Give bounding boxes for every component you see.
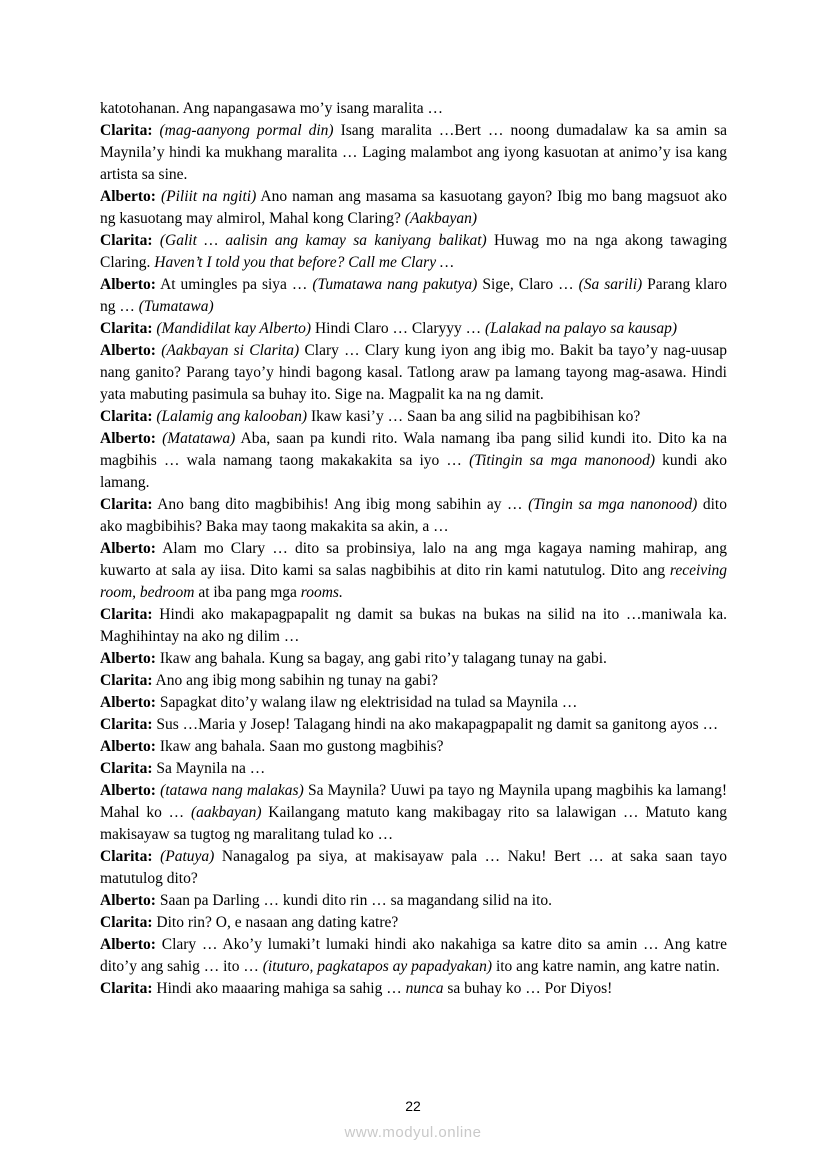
- dialogue-line: [100, 406, 727, 428]
- stage-direction: (Matatawa): [162, 430, 236, 447]
- stage-direction: nunca: [405, 980, 444, 997]
- speaker-name: Alberto:: [100, 430, 156, 447]
- dialogue-text: Dito rin? O, e nasaan ang dating katre?: [156, 914, 399, 931]
- dialogue-text: katotohanan. Ang napangasawa mo’y isang maralita …: [100, 100, 444, 117]
- script-body: [100, 98, 727, 1000]
- speaker-name: Alberto:: [100, 276, 156, 293]
- dialogue-line: [100, 934, 727, 978]
- stage-direction: (aakbayan): [190, 804, 262, 821]
- dialogue-text: ito ang katre namin, ang katre natin.: [492, 958, 720, 975]
- dialogue-line: [100, 648, 727, 670]
- stage-direction: (Patuya): [160, 848, 215, 865]
- speaker-name: Alberto:: [100, 650, 156, 667]
- speaker-name: Clarita:: [100, 232, 153, 249]
- dialogue-line: [100, 274, 727, 318]
- stage-direction: (Galit … aalisin ang kamay sa kaniyang balikat): [159, 232, 487, 249]
- dialogue-text: Saan pa Darling … kundi dito rin … sa magandang silid na ito.: [159, 892, 552, 909]
- dialogue-text: Sige, Claro …: [477, 276, 579, 293]
- dialogue-line: [100, 780, 727, 846]
- dialogue-line: [100, 736, 727, 758]
- speaker-name: Clarita:: [100, 672, 153, 689]
- dialogue-text: Huwag mo na nga akong tawaging Claring.: [100, 232, 727, 271]
- speaker-name: Alberto:: [100, 342, 156, 359]
- dialogue-text: Parang klaro ng …: [100, 276, 728, 315]
- dialogue-text: Clary … Ako’y lumaki’t lumaki hindi ako nakahiga sa katre dito sa amin … Ang katre dito’y ang sahig … ito …: [100, 936, 727, 975]
- dialogue-text: Isang maralita …Bert … noong dumadalaw ka sa amin sa Maynila’y hindi ka mukhang maralita … Laging malambot ang iyong kasuotan at animo’y isa kang artista sa sine.: [100, 122, 727, 183]
- stage-direction: (Sa sarili): [578, 276, 643, 293]
- dialogue-text: Sapagkat dito’y walang ilaw ng elektrisidad na tulad sa Maynila …: [159, 694, 578, 711]
- dialogue-line: [100, 120, 727, 186]
- dialogue-line: [100, 978, 727, 1000]
- speaker-name: Alberto:: [100, 936, 156, 953]
- speaker-name: Alberto:: [100, 782, 156, 799]
- stage-direction: receiving room, bedroom: [100, 562, 727, 601]
- dialogue-text: At umingles pa siya …: [160, 276, 313, 293]
- dialogue-line: [100, 758, 727, 780]
- speaker-name: Clarita:: [100, 320, 153, 337]
- dialogue-text: Nanagalog pa siya, at makisayaw pala … Naku! Bert … at saka saan tayo matutulog dito?: [100, 848, 728, 887]
- speaker-name: Clarita:: [100, 716, 153, 733]
- speaker-name: Alberto:: [100, 694, 156, 711]
- dialogue-line: [100, 186, 727, 230]
- dialogue-text: Sa Maynila na …: [156, 760, 266, 777]
- dialogue-line: [100, 692, 727, 714]
- stage-direction: (Lalakad na palayo sa kausap): [485, 320, 678, 337]
- dialogue-line: [100, 846, 727, 890]
- speaker-name: Clarita:: [100, 408, 153, 425]
- stage-direction: (mag-aanyong pormal din): [159, 122, 334, 139]
- dialogue-text: Ano naman ang masama sa kasuotang gayon? Ibig mo bang magsuot ako ng kasuotang may almirol, Mahal kong Claring?: [100, 188, 727, 227]
- dialogue-line: [100, 230, 727, 274]
- dialogue-text: Sa Maynila? Uuwi pa tayo ng Maynila upang magbihis ka lamang! Mahal ko …: [100, 782, 728, 821]
- stage-direction: (Tingin sa mga nanonood): [528, 496, 698, 513]
- dialogue-text: Aba, saan pa kundi rito. Wala namang iba pang silid kundi ito. Dito ka na magbihis … wala namang taong makakakita sa iyo …: [100, 430, 728, 469]
- dialogue-line: [100, 494, 727, 538]
- speaker-name: Clarita:: [100, 980, 153, 997]
- dialogue-text: Ikaw ang bahala. Kung sa bagay, ang gabi rito’y talagang tunay na gabi.: [159, 650, 607, 667]
- speaker-name: Clarita:: [100, 496, 153, 513]
- dialogue-text: Hindi ako maaaring mahiga sa sahig …: [156, 980, 406, 997]
- dialogue-text: kundi ako lamang.: [100, 452, 728, 491]
- speaker-name: Alberto:: [100, 892, 156, 909]
- stage-direction: (Piliit na ngiti): [160, 188, 257, 205]
- stage-direction: (ituturo, pagkatapos ay papadyakan): [262, 958, 493, 975]
- dialogue-line: [100, 538, 727, 604]
- dialogue-text: Kailangang matuto kang makibagay rito sa lalawigan … Matuto kang makisayaw sa tugtog ng maralitang tulad ko …: [100, 804, 728, 843]
- dialogue-text: Ano bang dito magbibihis! Ang ibig mong sabihin ay …: [157, 496, 529, 513]
- dialogue-line: [100, 912, 727, 934]
- dialogue-text: Ano ang ibig mong sabihin ng tunay na gabi?: [155, 672, 438, 689]
- dialogue-text: Hindi Claro … Claryyy …: [311, 320, 486, 337]
- dialogue-line: [100, 670, 727, 692]
- dialogue-text: Alam mo Clary … dito sa probinsiya, lalo na ang mga kagaya naming mahirap, ang kuwarto at sala ay iisa. Dito kami sa salas nagbibihis at dito rin kami natutulog. Dito ang: [100, 540, 727, 579]
- dialogue-line: [100, 890, 727, 912]
- dialogue-line: [100, 714, 727, 736]
- stage-direction: (Mandidilat kay Alberto): [156, 320, 312, 337]
- dialogue-line: [100, 428, 727, 494]
- stage-direction: Haven’t I told you that before? Call me Clary …: [154, 254, 454, 271]
- dialogue-text: Sus …Maria y Josep! Talagang hindi na ako makapagpapalit ng damit sa ganitong ayos …: [156, 716, 719, 733]
- speaker-name: Clarita:: [100, 606, 153, 623]
- dialogue-line: [100, 604, 727, 648]
- stage-direction: (Aakbayan): [404, 210, 478, 227]
- speaker-name: Clarita:: [100, 122, 153, 139]
- dialogue-text: Ikaw kasi’y … Saan ba ang silid na pagbibihisan ko?: [307, 408, 641, 425]
- speaker-name: Clarita:: [100, 914, 153, 931]
- dialogue-text: sa buhay ko … Por Diyos!: [443, 980, 613, 997]
- dialogue-text: Clary … Clary kung iyon ang ibig mo. Bakit ba tayo’y nag-uusap nang ganito? Parang tayo’y hindi bagong kasal. Tatlong araw pa lamang tayong mag-asawa. Hindi yata mabuting pasimula sa buhay ito. Sige na. Magpalit ka na ng damit.: [100, 342, 727, 403]
- speaker-name: Alberto:: [100, 540, 156, 557]
- dialogue-text: Hindi ako makapagpapalit ng damit sa bukas na bukas na silid na ito …maniwala ka. Maghihintay na ako ng dilim …: [100, 606, 727, 645]
- stage-direction: (Aakbayan si Clarita): [161, 342, 300, 359]
- dialogue-text: at iba pang mga: [194, 584, 301, 601]
- stage-direction: rooms.: [300, 584, 343, 601]
- dialogue-text: Ikaw ang bahala. Saan mo gustong magbihis?: [159, 738, 444, 755]
- stage-direction: (Titingin sa mga manonood): [469, 452, 656, 469]
- stage-direction: (Tumatawa): [138, 298, 214, 315]
- dialogue-line: [100, 340, 727, 406]
- speaker-name: Clarita:: [100, 848, 153, 865]
- speaker-name: Clarita:: [100, 760, 153, 777]
- speaker-name: Alberto:: [100, 188, 156, 205]
- speaker-name: Alberto:: [100, 738, 156, 755]
- page-number: 22: [405, 1098, 421, 1114]
- stage-direction: (Lalamig ang kalooban): [156, 408, 308, 425]
- stage-direction: (Tumatawa nang pakutya): [312, 276, 478, 293]
- dialogue-line: [100, 318, 727, 340]
- dialogue-text: dito ako magbibihis? Baka may taong makakita sa akin, a …: [100, 496, 727, 535]
- watermark: www.modyul.online: [344, 1124, 482, 1141]
- stage-direction: (tatawa nang malakas): [160, 782, 304, 799]
- dialogue-line: [100, 98, 727, 120]
